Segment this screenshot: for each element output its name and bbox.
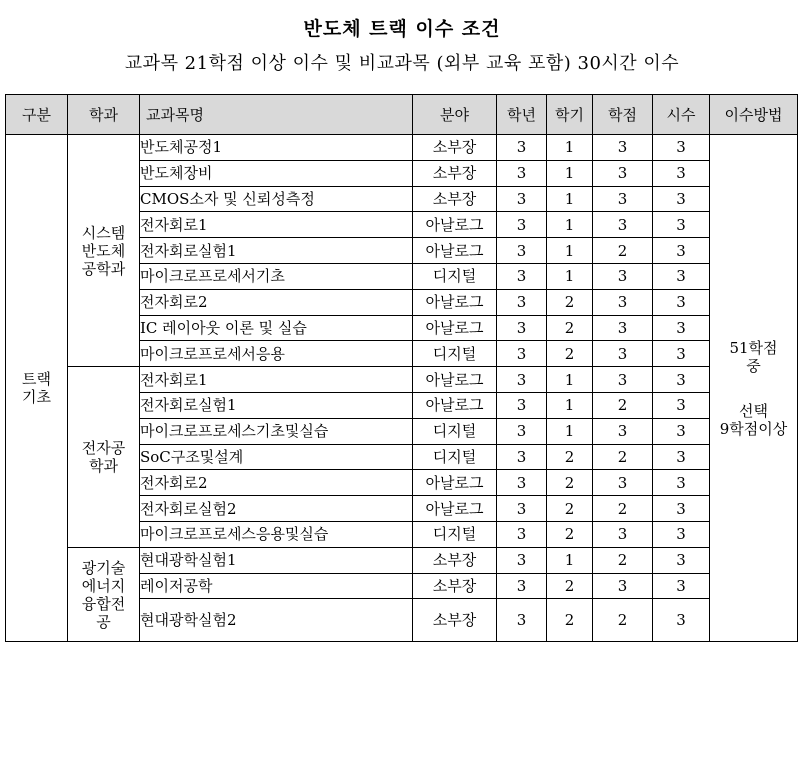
course-name: 현대광학실험1	[140, 547, 413, 573]
course-year: 3	[497, 444, 547, 470]
course-hours: 3	[653, 573, 710, 599]
course-credits: 2	[593, 444, 653, 470]
course-name: 전자회로2	[140, 470, 413, 496]
category-text: 기초	[22, 388, 51, 407]
course-field: 아날로그	[413, 367, 497, 393]
table-row	[6, 547, 798, 573]
department-name-line: 융합전	[81, 594, 126, 613]
page-subtitle: 교과목 21학점 이상 이수 및 비교과목 (외부 교육 포함) 30시간 이수	[124, 53, 680, 74]
course-hours: 3	[653, 547, 710, 573]
course-hours: 3	[653, 392, 710, 418]
course-semester: 1	[547, 238, 593, 264]
course-year: 3	[497, 392, 547, 418]
course-hours: 3	[653, 496, 710, 522]
course-hours: 3	[653, 470, 710, 496]
curriculum-table	[5, 94, 798, 642]
department-cell	[68, 367, 140, 548]
course-field: 아날로그	[413, 392, 497, 418]
course-field: 디지털	[413, 263, 497, 289]
course-semester: 2	[547, 573, 593, 599]
course-year: 3	[497, 496, 547, 522]
course-year: 3	[497, 263, 547, 289]
header-semester: 학기	[547, 95, 593, 135]
method-text: 선택	[739, 401, 768, 420]
course-hours: 3	[653, 521, 710, 547]
category-text: 트랙	[22, 370, 51, 389]
course-year: 3	[497, 135, 547, 161]
course-name: 전자회로2	[140, 289, 413, 315]
course-hours: 3	[653, 444, 710, 470]
course-year: 3	[497, 160, 547, 186]
course-hours: 3	[653, 367, 710, 393]
course-credits: 2	[593, 496, 653, 522]
course-hours: 3	[653, 212, 710, 238]
course-name: 마이크로프로세서기초	[140, 263, 413, 289]
course-field: 디지털	[413, 418, 497, 444]
department-cell	[68, 135, 140, 367]
course-field: 소부장	[413, 186, 497, 212]
course-year: 3	[497, 341, 547, 367]
header-credits: 학점	[593, 95, 653, 135]
course-name: 마이크로프로세서응용	[140, 341, 413, 367]
page-title: 반도체 트랙 이수 조건	[303, 18, 501, 40]
course-credits: 3	[593, 341, 653, 367]
course-name: 현대광학실험2	[140, 599, 413, 642]
course-semester: 1	[547, 547, 593, 573]
course-hours: 3	[653, 160, 710, 186]
department-name-line: 공학과	[81, 259, 126, 278]
course-name: 전자회로실험1	[140, 392, 413, 418]
course-semester: 2	[547, 521, 593, 547]
course-name: IC 레이아웃 이론 및 실습	[140, 315, 413, 341]
header-method: 이수방법	[710, 95, 798, 135]
course-field: 디지털	[413, 521, 497, 547]
department-name-line: 공	[96, 612, 111, 631]
course-hours: 3	[653, 186, 710, 212]
course-field: 소부장	[413, 547, 497, 573]
completion-method-cell	[710, 135, 798, 642]
course-credits: 3	[593, 135, 653, 161]
course-year: 3	[497, 573, 547, 599]
course-name: 반도체공정1	[140, 135, 413, 161]
course-name: 레이저공학	[140, 573, 413, 599]
course-credits: 2	[593, 392, 653, 418]
course-name: 전자회로실험2	[140, 496, 413, 522]
course-name: SoC구조및설계	[140, 444, 413, 470]
course-name: 전자회로실험1	[140, 238, 413, 264]
course-semester: 2	[547, 470, 593, 496]
course-credits: 3	[593, 367, 653, 393]
course-field: 아날로그	[413, 289, 497, 315]
course-hours: 3	[653, 263, 710, 289]
course-field: 아날로그	[413, 238, 497, 264]
course-semester: 1	[547, 160, 593, 186]
course-name: 마이크로프로세스기초및실습	[140, 418, 413, 444]
course-year: 3	[497, 315, 547, 341]
department-name-line: 에너지	[81, 576, 126, 595]
course-name: CMOS소자 및 신뢰성측정	[140, 186, 413, 212]
course-semester: 2	[547, 444, 593, 470]
course-credits: 3	[593, 212, 653, 238]
course-field: 소부장	[413, 573, 497, 599]
category-cell	[6, 135, 68, 642]
course-name: 전자회로1	[140, 212, 413, 238]
header-field: 분야	[413, 95, 497, 135]
course-year: 3	[497, 238, 547, 264]
course-credits: 2	[593, 599, 653, 642]
course-semester: 1	[547, 212, 593, 238]
header-course: 교과목명	[140, 95, 413, 135]
course-year: 3	[497, 367, 547, 393]
course-hours: 3	[653, 238, 710, 264]
course-field: 소부장	[413, 599, 497, 642]
header-department: 학과	[68, 95, 140, 135]
course-credits: 3	[593, 186, 653, 212]
course-year: 3	[497, 599, 547, 642]
department-name-line: 광기술	[81, 558, 126, 577]
course-field: 아날로그	[413, 212, 497, 238]
course-semester: 1	[547, 367, 593, 393]
header-year: 학년	[497, 95, 547, 135]
method-text: 중	[746, 356, 761, 375]
course-name: 전자회로1	[140, 367, 413, 393]
course-year: 3	[497, 186, 547, 212]
method-spacer	[710, 375, 797, 402]
department-name-line: 반도체	[81, 241, 126, 260]
department-name-line: 시스템	[81, 223, 126, 242]
course-credits: 2	[593, 547, 653, 573]
course-semester: 1	[547, 418, 593, 444]
header-category: 구분	[6, 95, 68, 135]
course-semester: 2	[547, 341, 593, 367]
course-semester: 2	[547, 315, 593, 341]
course-credits: 3	[593, 263, 653, 289]
course-hours: 3	[653, 289, 710, 315]
course-credits: 3	[593, 289, 653, 315]
course-hours: 3	[653, 135, 710, 161]
course-year: 3	[497, 470, 547, 496]
course-name: 반도체장비	[140, 160, 413, 186]
course-semester: 1	[547, 186, 593, 212]
table-row	[6, 367, 798, 393]
course-semester: 2	[547, 289, 593, 315]
course-semester: 1	[547, 392, 593, 418]
course-field: 디지털	[413, 444, 497, 470]
course-year: 3	[497, 212, 547, 238]
course-hours: 3	[653, 341, 710, 367]
method-text: 9학점이상	[719, 419, 788, 438]
course-hours: 3	[653, 418, 710, 444]
table-row	[6, 135, 798, 161]
course-credits: 3	[593, 573, 653, 599]
course-field: 아날로그	[413, 470, 497, 496]
method-text: 51학점	[729, 338, 778, 357]
course-credits: 3	[593, 418, 653, 444]
course-semester: 2	[547, 599, 593, 642]
course-credits: 3	[593, 470, 653, 496]
course-semester: 1	[547, 263, 593, 289]
course-name: 마이크로프로세스응용및실습	[140, 521, 413, 547]
course-field: 소부장	[413, 160, 497, 186]
table-header-row	[6, 95, 798, 135]
course-credits: 3	[593, 315, 653, 341]
course-credits: 3	[593, 160, 653, 186]
course-year: 3	[497, 547, 547, 573]
course-semester: 1	[547, 135, 593, 161]
course-year: 3	[497, 521, 547, 547]
course-field: 아날로그	[413, 496, 497, 522]
course-hours: 3	[653, 315, 710, 341]
course-credits: 3	[593, 521, 653, 547]
course-field: 아날로그	[413, 315, 497, 341]
course-year: 3	[497, 418, 547, 444]
course-hours: 3	[653, 599, 710, 642]
department-name-line: 학과	[89, 456, 118, 475]
course-year: 3	[497, 289, 547, 315]
course-field: 디지털	[413, 341, 497, 367]
course-field: 소부장	[413, 135, 497, 161]
course-semester: 2	[547, 496, 593, 522]
header-hours: 시수	[653, 95, 710, 135]
department-cell	[68, 547, 140, 642]
course-credits: 2	[593, 238, 653, 264]
department-name-line: 전자공	[81, 438, 126, 457]
